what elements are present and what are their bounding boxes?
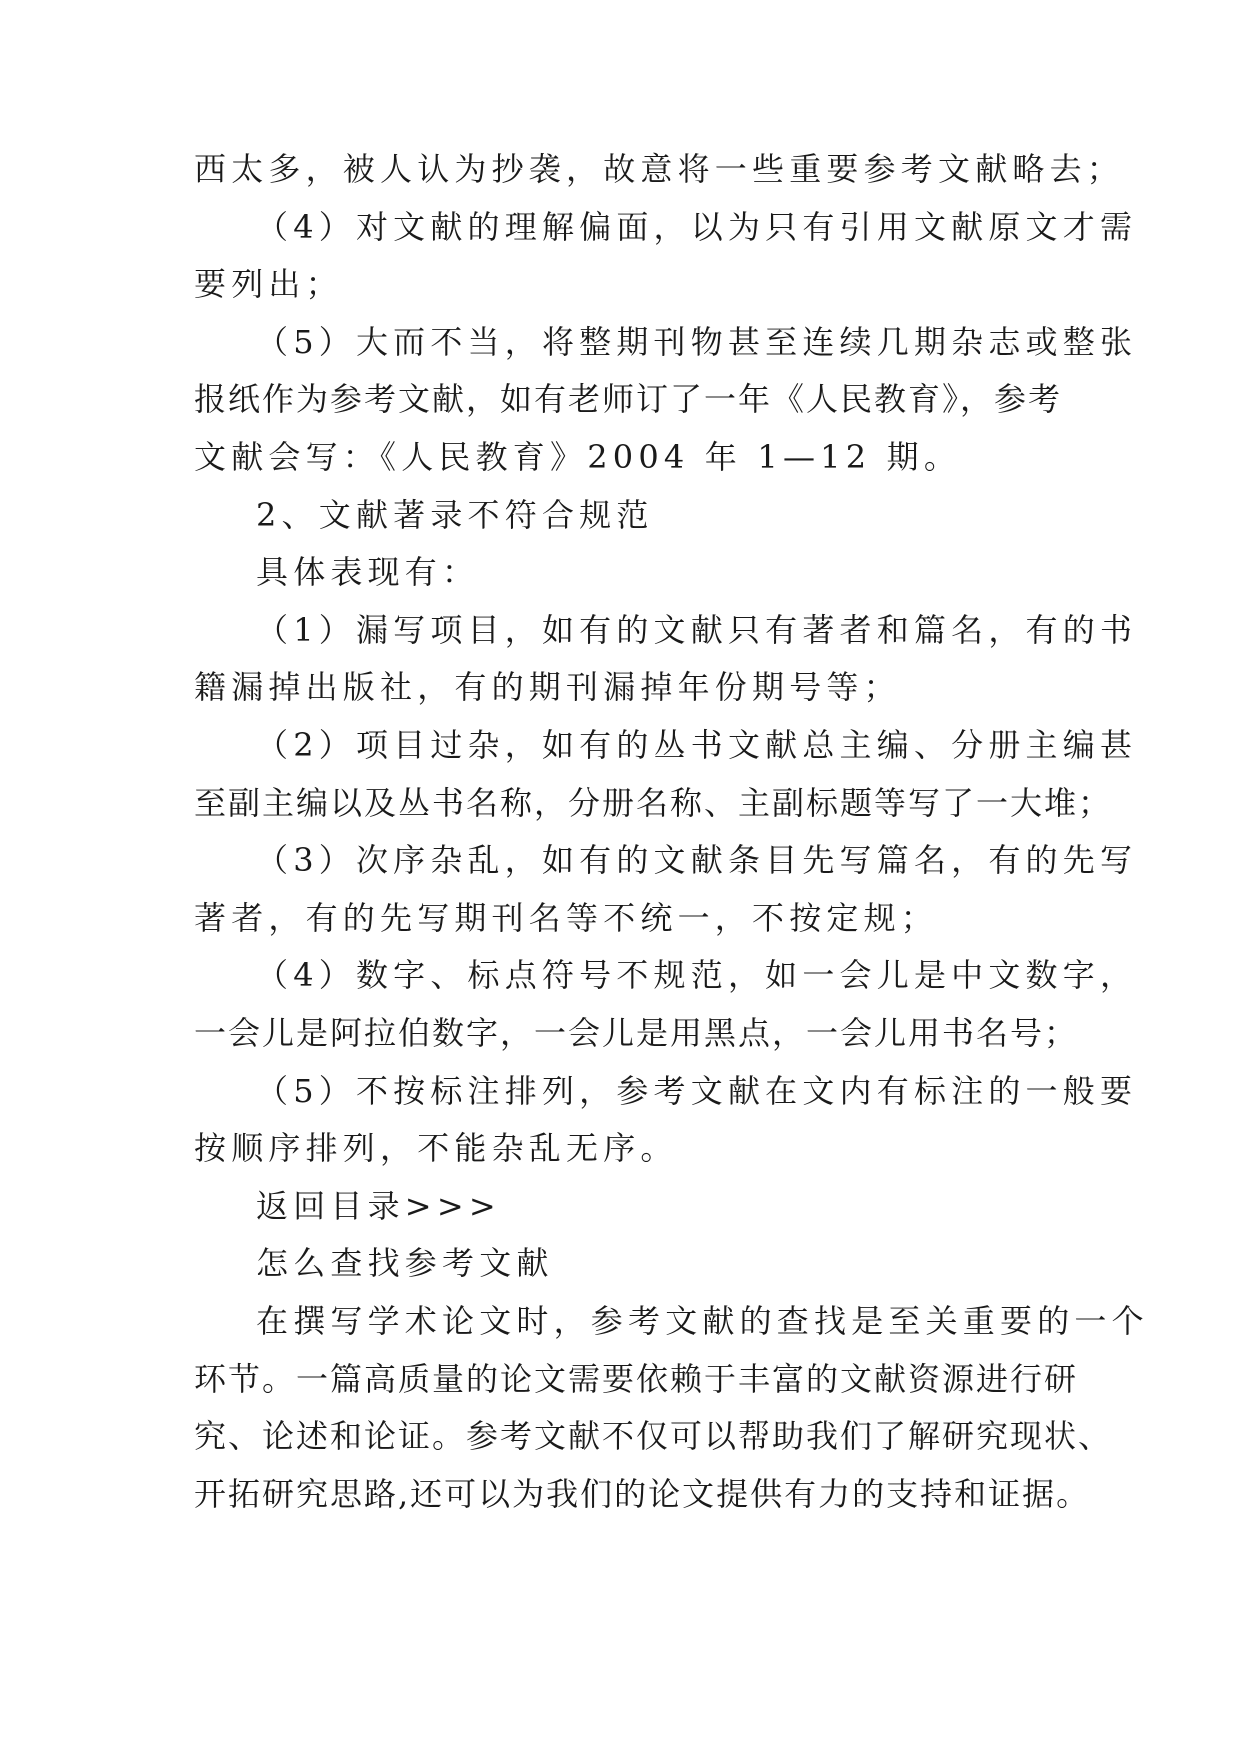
text-line: （5）大而不当，将整期刊物甚至连续几期杂志或整张 (256, 323, 1138, 361)
text-line: 籍漏掉出版社，有的期刊漏掉年份期号等； (194, 668, 901, 706)
text-line: 按顺序排列，不能杂乱无序。 (194, 1129, 678, 1167)
text-line: 著者，有的先写期刊名等不统一，不按定规； (194, 899, 939, 937)
section-heading: 怎么查找参考文献 (256, 1244, 554, 1282)
text-line: 究、论述和论证。参考文献不仅可以帮助我们了解研究现状、 (194, 1417, 1113, 1455)
text-line: （5）不按标注排列，参考文献在文内有标注的一般要 (256, 1072, 1138, 1110)
text-line: 西太多，被人认为抄袭，故意将一些重要参考文献略去； (194, 150, 1125, 188)
text-line: 具体表现有： (256, 553, 480, 591)
text-line: （4）数字、标点符号不规范，如一会儿是中文数字， (256, 956, 1138, 994)
text-line: 报纸作为参考文献，如有老师订了一年《人民教育》，参考 (194, 380, 1063, 418)
back-to-toc-link[interactable]: 返回目录>>> (256, 1187, 501, 1225)
text-line: 环节。一篇高质量的论文需要依赖于丰富的文献资源进行研 (194, 1360, 1079, 1398)
text-line: （4）对文献的理解偏面，以为只有引用文献原文才需 (256, 208, 1138, 246)
text-line: （1）漏写项目，如有的文献只有著者和篇名，有的书 (256, 611, 1138, 649)
text-line: 开拓研究思路,还可以为我们的论文提供有力的支持和证据。 (194, 1475, 1091, 1513)
text-line: 文献会写：《人民教育》2004 年 1—12 期。 (194, 438, 962, 476)
section-heading: 2、文献著录不符合规范 (256, 496, 654, 534)
text-line: 要列出； (194, 265, 343, 303)
text-line: （2）项目过杂，如有的丛书文献总主编、分册主编甚 (256, 726, 1138, 764)
text-line: 一会儿是阿拉伯数字，一会儿是用黑点，一会儿用书名号； (194, 1014, 1079, 1052)
text-line: 至副主编以及丛书名称，分册名称、主副标题等写了一大堆； (194, 784, 1113, 822)
text-line: 在撰写学术论文时，参考文献的查找是至关重要的一个 (256, 1302, 1149, 1340)
text-line: （3）次序杂乱，如有的文献条目先写篇名，有的先写 (256, 841, 1138, 879)
